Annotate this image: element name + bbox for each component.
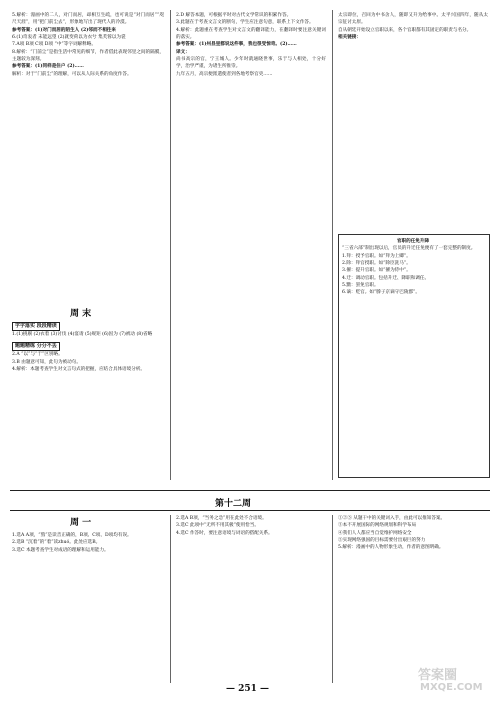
watermark-url: MXQE.COM (420, 682, 483, 693)
page-number: — 251 — (226, 684, 270, 694)
paragraph: 6.(1)奇衷者 末能远望 (2)就变荷以为衣兮 集芙蓉以为裳 (12, 35, 126, 41)
week-divider (10, 490, 490, 491)
paragraph: 1.(1)挑剔 (2)衣着 (3)讨伐 (4)宴请 (5)规矩 (6)因为 (7)被动 (8)省略 (12, 332, 153, 337)
paragraph: 2.选B “沉着”的“着”读zhuó。此处应选B。 (12, 540, 101, 546)
zhoumo-title: 周 末 (70, 309, 92, 319)
paragraph: 4.解析：本题考查学生对文言句式的把握，应结合具体语境分析。 (12, 367, 146, 373)
related-link-content (342, 238, 484, 297)
paragraph: 太宗即位，召回为中书舍人，随即又升为给事中。太平兴国四年，随从太宗征讨太原。 (338, 13, 488, 26)
box-title: 官职的任免升降 (396, 239, 430, 244)
paragraph: ④我们人人都应当自觉维护网络安全 (338, 530, 412, 536)
paragraph: 3.选C 本题考查学生对成语的理解和运用能力。 (12, 547, 109, 553)
paragraph: 7.A项 B项 C项 D项 “中”等字词解释略。 (12, 42, 96, 48)
paragraph: 3.选C 此项中“无所不用其极”使用恰当。 (176, 523, 259, 529)
bottom-column-2 (176, 515, 326, 537)
paragraph: 4.解析：此题重在考查学生对文言文的翻译能力，在翻译时要注意关键词的落实。 (176, 27, 326, 41)
top-column-3 (338, 12, 488, 41)
paragraph: ①②⑤ 从题干中的关键词入手，由此可以推知答案。 (338, 516, 446, 521)
top-column-2 (176, 12, 326, 78)
paragraph: 5.解析：漫画中的人物形象生动，作者的意图明确。 (338, 545, 444, 551)
column-divider (332, 10, 333, 480)
top-column-1 (12, 12, 164, 78)
week-title: 第十二周 (215, 499, 252, 509)
practice-tag: 题题精练 分分不丢 (12, 342, 60, 351)
paragraph: 1.拜：授予官职。如“拜为上卿”。 (342, 253, 411, 259)
paragraph: 1.选A A项，“熬”是读音正确的，B项、C项、D项均有误。 (12, 533, 132, 538)
paragraph: 6.谪：贬官。如“滕子京谪守巴陵郡”。 (342, 290, 420, 296)
paragraph: 自从朝廷开始设立官职以来，各个官职都有其固定的职责与名分。 (338, 27, 472, 33)
paragraph: ⑤实现网络强国的目标需要付出艰巨的努力 (338, 538, 426, 544)
paragraph: 解析：对于“门前尘”的理解，可以从人际关系的角度作答。 (12, 71, 132, 77)
paragraph: 4.选C 作答时，要注意语境与词语的搭配关系。 (176, 530, 273, 536)
watermark-logo: 答案圈 (418, 668, 458, 683)
bottom-column-1 (12, 532, 164, 554)
paragraph: 4.迁：调动官职。包括升迁、降职和调任。 (342, 275, 430, 281)
paragraph: 3.此题在于考查文言文的断句，学生应注意句意，联系上下文作答。 (176, 20, 314, 26)
paragraph: 2.A “以”与“于”区别略。 (12, 352, 63, 358)
paragraph: 参考答案：(1)同样是住户 (2)…… (12, 64, 84, 70)
paragraph: 九年五月，高宗便派遣使者到各地考察官吏…… (176, 71, 273, 77)
paragraph: “三省六部”制出现以后，官员的升迁任免便有了一套完整的制度。 (342, 246, 476, 252)
paragraph: 尚书高宗的官，宁王城人。少年时就通晓世事，乐于与人相处，十分好学，治学严谨，为诸生所推崇。 (176, 57, 326, 70)
paragraph: 2.D 解答本题，可根据平时对古代文学常识的积累作答。 (176, 13, 292, 18)
paragraph: 2.选A B项，“当务之急”用在此处不合语境。 (176, 516, 267, 521)
fluency-tag: 字字落实 段段精读 (12, 322, 60, 331)
paragraph: ③本不开展国际的网络规划和科学布局 (338, 523, 417, 529)
paragraph: 8.解析：“门前尘”是指生活中常见的细节，作者借此表现邻里之间的隔膜，主题较为深刻。 (12, 49, 164, 63)
paragraph: 5.黜：罢免官职。 (342, 283, 379, 289)
paragraph: 译文： (176, 49, 190, 55)
paragraph: 2.除：拜官授职。如“除臣洗马”。 (342, 261, 411, 267)
paragraph: 参考答案：(1)州县里都说这件事，我也很受惊奇。(2)…… (176, 42, 297, 48)
paragraph: 5.解析：漫画中的二人，对门而居，却相互生疏，也可说是“对门而居”“咫尺天涯”，用“把门前尘去”，形象地写出了现代人的冷漠。 (12, 13, 164, 26)
column-divider (170, 515, 171, 683)
paragraph: 3.擢：提升官职。如“擢为侍中”。 (342, 268, 411, 274)
week-divider (10, 510, 490, 511)
zhoumo-section (12, 322, 164, 373)
paragraph: 3.B 由题意可知，此句为被动句。 (12, 359, 81, 365)
bottom-column-3 (338, 515, 488, 552)
paragraph: 相关链接： (338, 35, 361, 41)
column-divider (332, 515, 333, 683)
day-title: 周 一 (70, 518, 92, 528)
column-divider (170, 10, 171, 480)
paragraph: 参考答案：(1)对门而居的陌生人 (2)邻而不相往来 (12, 27, 116, 33)
